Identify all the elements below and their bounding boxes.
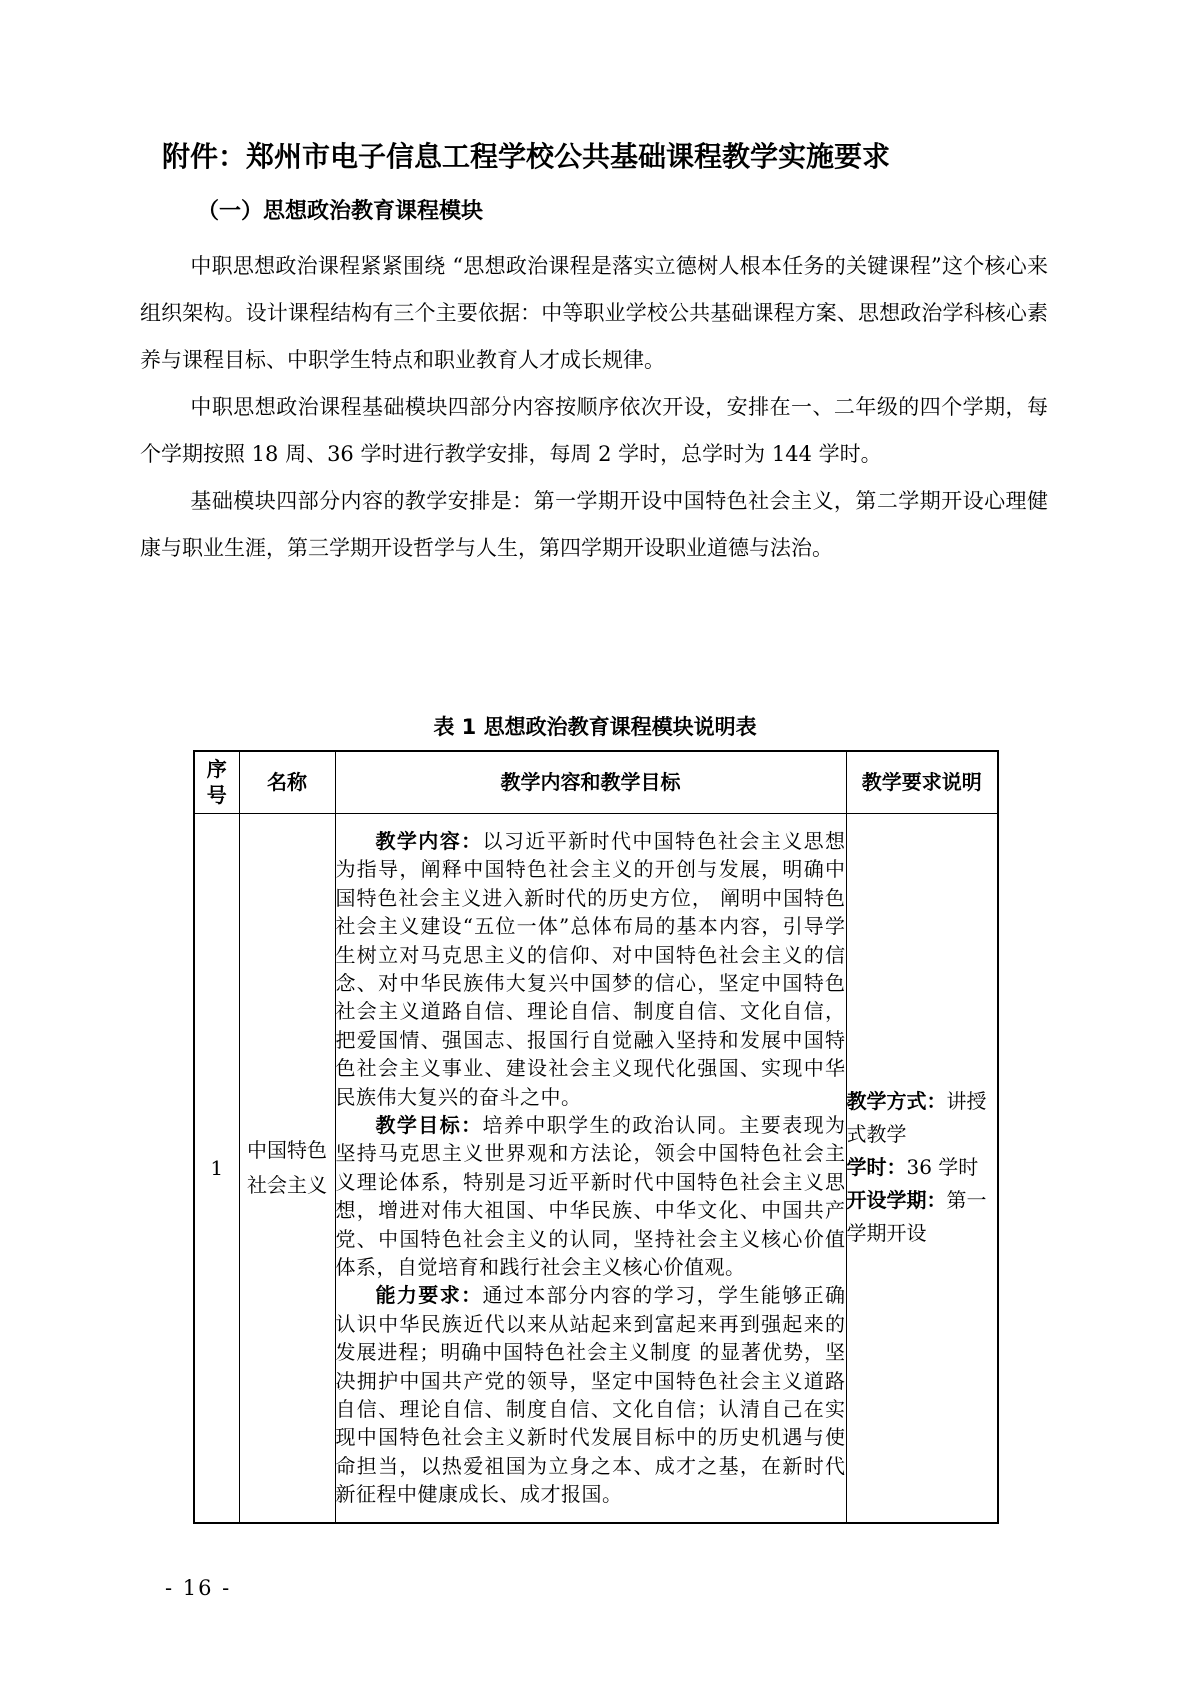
content-section (336, 827, 846, 1111)
header-name: 名称 (239, 751, 335, 813)
section-label: 教学目标： (375, 1112, 483, 1137)
table-header-row (194, 751, 998, 813)
row-requirements-cell (846, 813, 998, 1523)
header-content: 教学内容和教学目标 (335, 751, 846, 813)
paragraph: 基础模块四部分内容的教学安排是：第一学期开设中国特色社会主义，第二学期开设心理健康与职业生涯，第三学期开设哲学与人生，第四学期开设职业道德与法治。 (140, 489, 1048, 560)
requirement-label: 学时： (846, 1155, 907, 1180)
page-number: - 16 - (165, 1576, 232, 1600)
table-caption: 表 1 思想政治教育课程模块说明表 (433, 715, 757, 739)
section-text: 培养中职学生的政治认同。主要表现为坚持马克思主义世界观和方法论，领会中国特色社会主义理论体系，特别是习近平新时代中国特色社会主义思想，增进对伟大祖国、中华民族、中华文化、中国共产党、中国特色社会主义的认同，坚持社会主义核心价值体系，自觉培育和践行社会主义核心价值观。 (335, 1112, 846, 1279)
requirement-text: 第一学期开设 (846, 1188, 987, 1246)
section-label: 能力要求： (375, 1283, 483, 1308)
section-text: 以习近平新时代中国特色社会主义思想为指导，阐释中国特色社会主义的开创与发展，明确中国特色社会主义进入新时代的历史方位， 阐明中国特色社会主义建设“五位一体”总体布局的基本内容，引导学生树立对马克思主义的信仰、对中国特色社会主义的信念、对中华民族伟大复兴中国梦的信心，坚定中国特色社会主义道路自信、理论自信、制度自信、文化自信，把爱国情、强国志、报国行自觉融入坚持和发展中国特色社会主义事业、建设社会主义现代化强国、实现中华民族伟大复兴的奋斗之中。 (335, 828, 846, 1109)
content-section (336, 1111, 846, 1281)
table-row (194, 813, 998, 1523)
paragraph: 中职思想政治课程基础模块四部分内容按顺序依次开设，安排在一、二年级的四个学期，每个学期按照 18 周、36 学时进行教学安排，每周 2 学时，总学时为 144 学时。 (140, 395, 1048, 466)
page-title: 附件：郑州市电子信息工程学校公共基础课程教学实施要求 (162, 140, 891, 173)
row-index: 1 (194, 813, 239, 1523)
header-seq: 序号 (194, 751, 239, 813)
section-heading: （一）思想政治教育课程模块 (197, 199, 484, 224)
row-course-name: 中国特色社会主义 (239, 813, 335, 1523)
row-content-cell (335, 813, 846, 1523)
requirement-item (847, 1151, 998, 1184)
requirement-text: 讲授式教学 (846, 1089, 987, 1147)
section-label: 教学内容： (375, 828, 483, 853)
body-text (140, 243, 1048, 572)
requirement-label: 教学方式： (846, 1089, 947, 1114)
header-requirements: 教学要求说明 (846, 751, 998, 813)
course-module-table (193, 750, 999, 1524)
requirement-item (847, 1085, 998, 1151)
paragraph: 中职思想政治课程紧紧围绕 “思想政治课程是落实立德树人根本任务的关键课程”这个核心来组织架构。设计课程结构有三个主要依据：中等职业学校公共基础课程方案、思想政治学科核心素养与课程目标、中职学生特点和职业教育人才成长规律。 (140, 254, 1048, 372)
requirement-text: 36 学时 (906, 1155, 979, 1180)
requirement-label: 开设学期： (846, 1188, 947, 1213)
requirement-item (847, 1184, 998, 1250)
content-section (336, 1281, 846, 1508)
section-text: 通过本部分内容的学习，学生能够正确认识中华民族近代以来从站起来到富起来再到强起来的发展进程；明确中国特色社会主义制度 的显著优势，坚决拥护中国共产党的领导，坚定中国特色社会主义道路自信、理论自信、制度自信、文化自信；认清自己在实现中国特色社会主义新时代发展目标中的历史机遇与使命担当，以热爱祖国为立身之本、成才之基，在新时代新征程中健康成长、成才报国。 (335, 1283, 846, 1507)
